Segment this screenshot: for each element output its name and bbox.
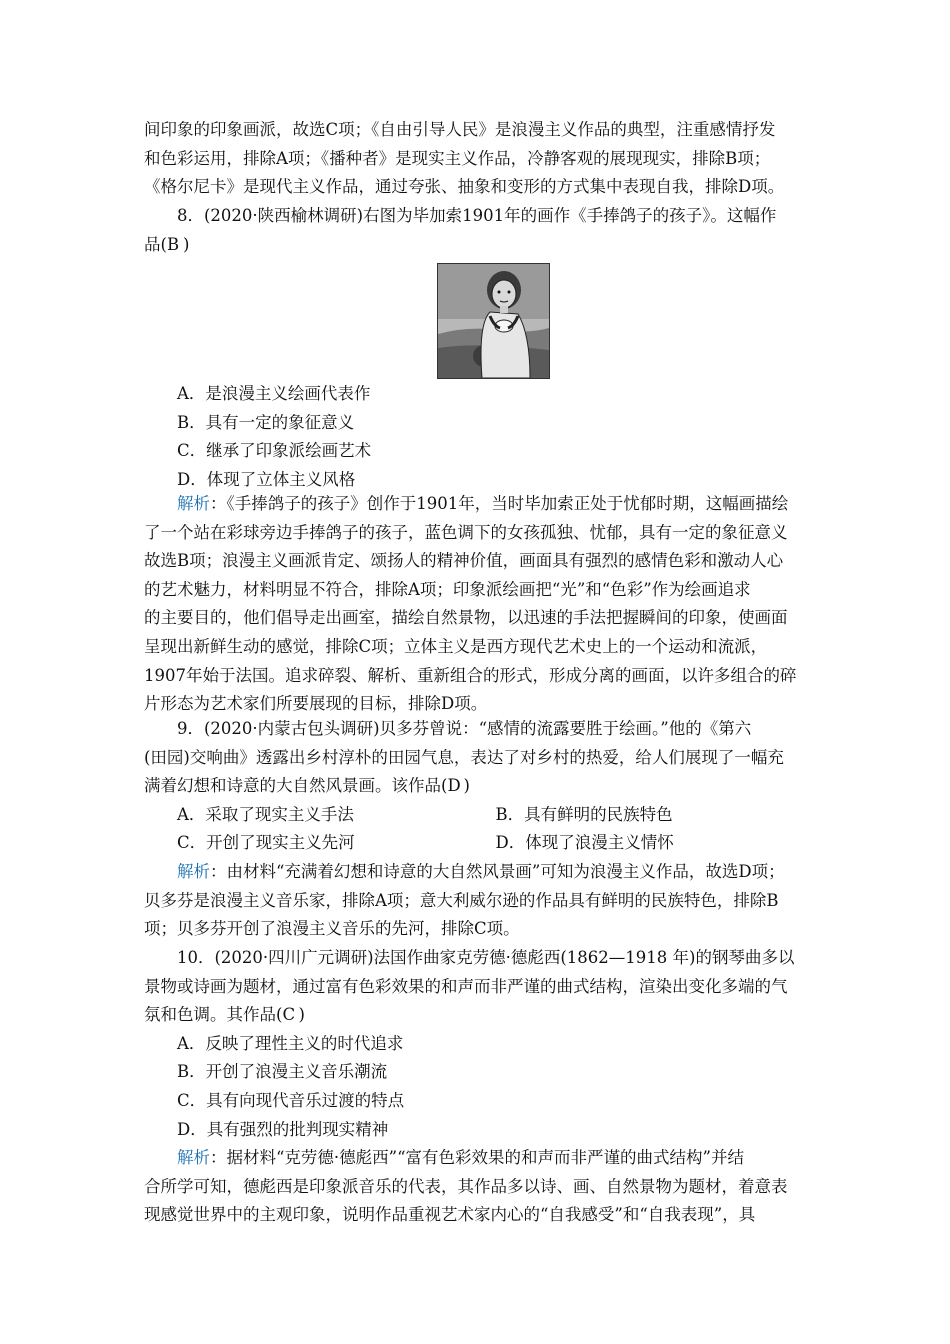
text-line: 故选B项；浪漫主义画派肯定、颂扬人的精神价值，画面具有强烈的感情色彩和激动人心	[144, 551, 784, 571]
analysis-text: 《手捧鸽子的孩子》创作于1901年，当时毕加索正处于忧郁时期，这幅画描绘	[226, 494, 789, 513]
text-line: 《格尔尼卡》是现代主义作品，通过夸张、抽象和变形的方式集中表现自我，排除D项。	[144, 177, 785, 197]
analysis-colon: ：	[210, 494, 227, 513]
paren-open: 品(	[144, 234, 167, 254]
option-d: D．具有强烈的批判现实精神	[177, 1119, 389, 1139]
options-row	[144, 829, 814, 858]
question-8-options	[144, 380, 814, 494]
analysis-label: 解析	[177, 861, 210, 881]
option-d: D．体现了立体主义风格	[177, 469, 356, 489]
question-9-stem-line: 9．(2020·内蒙古包头调研)贝多芬曾说：“感情的流露要胜于绘画。”他的《第六	[177, 719, 752, 738]
text-line: 项；贝多芬开创了浪漫主义音乐的先河，排除C项。	[144, 919, 520, 939]
analysis-colon: ：	[210, 861, 227, 881]
question-9-answer: D	[447, 776, 461, 796]
question-9-stem-line	[144, 772, 814, 801]
question-9	[144, 715, 814, 944]
analysis-label: 解析	[177, 1148, 210, 1168]
text-line: 合所学可知，德彪西是印象派音乐的代表，其作品多以诗、画、自然景物为题材，着意表	[144, 1176, 788, 1196]
question-8-stem-line: 8．(2020·陕西榆林调研)右图为毕加索1901年的画作《手捧鸽子的孩子》。这幅作	[177, 206, 777, 225]
text-line: 片形态为艺术家们所要展现的目标，排除D项。	[144, 694, 488, 714]
stem-text: 满着幻想和诗意的大自然风景画。该作品(	[144, 776, 448, 796]
text-line: 呈现出新鲜生动的感觉，排除C项；立体主义是西方现代艺术史上的一个运动和流派，	[144, 636, 768, 656]
text-line: 间印象的印象画派，故选C项；《自由引导人民》是浪漫主义作品的典型，注重感情抒发	[144, 120, 776, 139]
question-8-analysis	[144, 490, 814, 719]
question-9-stem-line: (田园)交响曲》透露出乡村淳朴的田园气息，表达了对乡村的热爱，给人们展现了一幅充	[144, 747, 784, 767]
option-d: D．体现了浪漫主义情怀	[495, 833, 674, 853]
option-c: C．继承了印象派绘画艺术	[177, 441, 372, 461]
analysis-text: 由材料“充满着幻想和诗意的大自然风景画”可知为浪漫主义作品，故选D项；	[226, 861, 785, 881]
painting-child-with-dove-image	[437, 263, 550, 379]
paren-close: )	[298, 1005, 305, 1025]
option-a: A．采取了现实主义手法	[177, 804, 354, 824]
question-10-stem-line	[144, 1001, 814, 1030]
previous-analysis-paragraph	[144, 116, 814, 202]
option-a: A．反映了理性主义的时代追求	[177, 1033, 404, 1053]
option-b: B．具有鲜明的民族特色	[495, 804, 673, 824]
text-line: 贝多芬是浪漫主义音乐家，排除A项；意大利威尔逊的作品具有鲜明的民族特色，排除B	[144, 890, 779, 910]
text-line: 的主要目的，他们倡导走出画室，描绘自然景物，以迅速的手法把握瞬间的印象，使画面	[144, 608, 788, 628]
question-10-stem-line: 10．(2020·四川广元调研)法国作曲家克劳德·德彪西(1862—1918 年)的钢琴曲多以	[177, 948, 795, 967]
paren-close: )	[463, 776, 470, 796]
analysis-colon: ：	[210, 1148, 227, 1168]
options-row	[144, 801, 814, 830]
text-line: 了一个站在彩球旁边手捧鸽子的孩子，蓝色调下的女孩孤独、忧郁，具有一定的象征意义	[144, 522, 788, 542]
option-b: B．开创了浪漫主义音乐潮流	[177, 1062, 388, 1082]
question-8-stem	[144, 202, 814, 259]
analysis-first-line	[144, 1144, 814, 1173]
question-10	[144, 944, 814, 1230]
option-c: C．开创了现实主义先河	[177, 833, 355, 853]
analysis-text: 据材料“克劳德·德彪西”“富有色彩效果的和声而非严谨的曲式结构”并结	[226, 1148, 744, 1168]
text-line: 的艺术魅力，材料明显不符合，排除A项；印象派绘画把“光”和“色彩”作为绘画追求	[144, 579, 751, 599]
painting-illustration	[438, 264, 549, 378]
text-line: 现感觉世界中的主观印象，说明作品重视艺术家内心的“自我感受”和“自我表现”，具	[144, 1205, 756, 1225]
option-b: B．具有一定的象征意义	[177, 412, 355, 432]
analysis-label: 解析	[177, 494, 210, 513]
paren-close: )	[182, 234, 190, 254]
analysis-first-line	[144, 858, 814, 887]
question-10-answer: C	[282, 1005, 296, 1025]
question-8-answer: B	[166, 234, 180, 254]
question-8-stem-line	[144, 231, 814, 260]
analysis-first-line	[144, 490, 814, 519]
option-c: C．具有向现代音乐过渡的特点	[177, 1090, 405, 1110]
text-line: 1907年始于法国。追求碎裂、解析、重新组合的形式，形成分离的画面，以许多组合的碎	[144, 665, 797, 685]
question-10-stem-line: 景物或诗画为题材，通过富有色彩效果的和声而非严谨的曲式结构，渲染出变化多端的气	[144, 976, 788, 996]
stem-text: 氛和色调。其作品(	[144, 1005, 283, 1025]
text-line: 和色彩运用，排除A项；《播种者》是现实主义作品，冷静客观的展现现实，排除B项；	[144, 148, 771, 168]
option-a: A．是浪漫主义绘画代表作	[177, 384, 371, 403]
